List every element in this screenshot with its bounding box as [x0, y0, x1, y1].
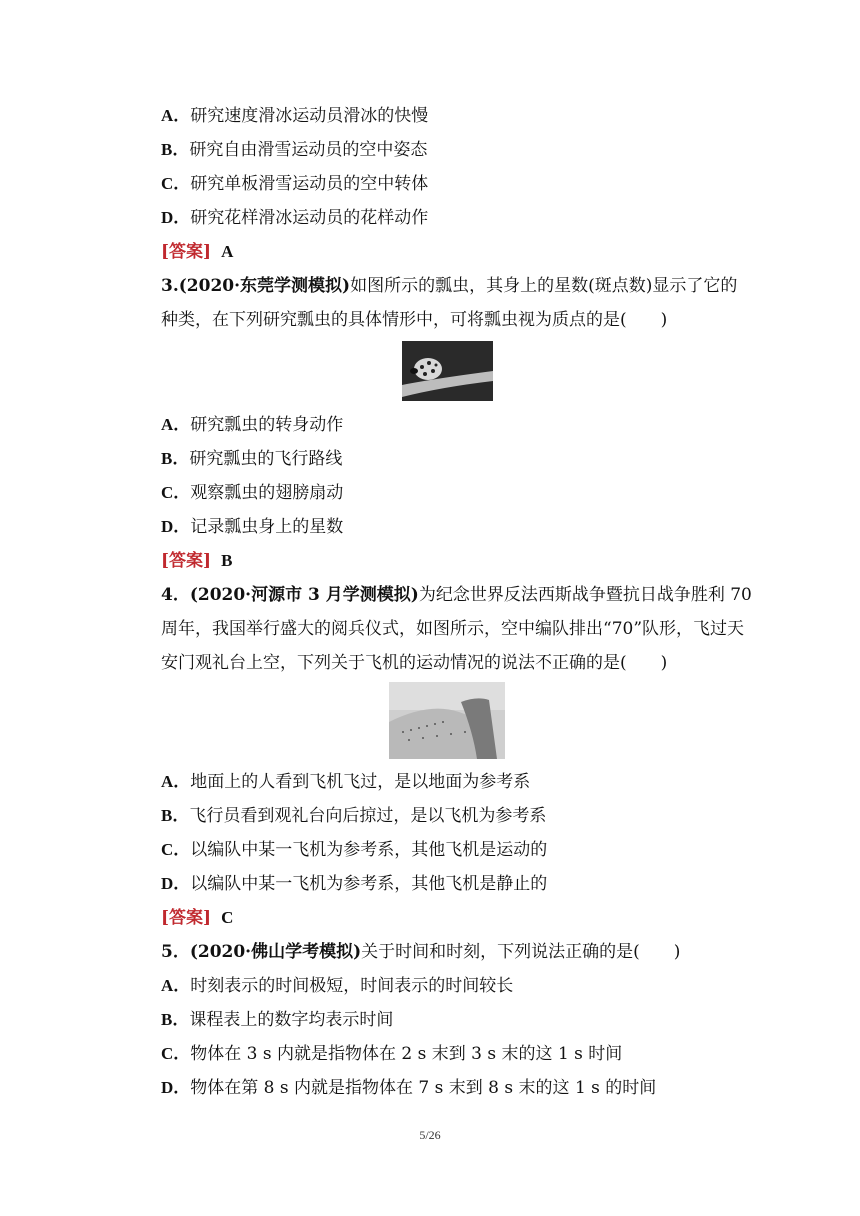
q3-option-d [161, 516, 343, 538]
option-text: 研究花样滑冰运动员的花样动作 [190, 208, 429, 228]
option-text: 以编队中某一飞机为参考系，其他飞机是运动的 [190, 840, 548, 860]
q5-option-b [161, 1009, 393, 1031]
q4-stem-line2: 周年，我国举行盛大的阅兵仪式，如图所示，空中编队排出“70”队形，飞过天 [161, 619, 745, 639]
q4-option-d [161, 873, 547, 895]
option-text: 研究自由滑雪运动员的空中姿态 [189, 140, 428, 160]
q2-option-b [161, 139, 427, 161]
option-label: B． [161, 1010, 190, 1029]
q2-option-c [161, 173, 428, 195]
option-label: B． [161, 140, 190, 159]
q4-option-b [161, 805, 546, 827]
q3-stem-text: 如图所示的瓢虫，其身上的星数(斑点数)显示了它的 [350, 276, 738, 296]
q5-source: 5．(2020·佛山学考模拟) [161, 942, 362, 962]
answer-value: C [221, 908, 234, 927]
option-text: 观察瓢虫的翅膀扇动 [190, 483, 344, 503]
q3-answer [161, 550, 232, 572]
page-number: 5/26 [419, 1128, 441, 1142]
q5-stem-text: 关于时间和时刻，下列说法正确的是( ) [361, 942, 681, 962]
option-label: C． [161, 483, 191, 502]
q4-option-a [161, 771, 530, 793]
q5-stem-line1 [161, 941, 680, 963]
parade-figure [389, 682, 505, 759]
option-text: 时刻表示的时间极短，时间表示的时间较长 [190, 976, 514, 996]
option-label: A． [161, 976, 191, 995]
answer-tag: [答案] [161, 551, 212, 571]
option-text: 飞行员看到观礼台向后掠过，是以飞机为参考系 [189, 806, 547, 826]
option-text: 研究瓢虫的飞行路线 [189, 449, 343, 469]
q5-option-a [161, 975, 513, 997]
option-label: C． [161, 1044, 191, 1063]
option-text: 物体在第 8 s 内就是指物体在 7 s 末到 8 s 末的这 1 s 的时间 [190, 1078, 657, 1098]
option-label: A． [161, 772, 191, 791]
option-label: B． [161, 806, 190, 825]
q3-option-a [161, 414, 343, 436]
q3-option-c [161, 482, 343, 504]
q4-answer [161, 907, 233, 929]
option-text: 研究单板滑雪运动员的空中转体 [190, 174, 429, 194]
answer-value: B [221, 551, 233, 570]
option-text: 课程表上的数字均表示时间 [189, 1010, 394, 1030]
option-label: D． [161, 517, 191, 536]
option-label: D． [161, 1078, 191, 1097]
q4-source: 4．(2020·河源市 3 月学测模拟) [161, 585, 419, 605]
q3-option-b [161, 448, 342, 470]
q2-answer [161, 241, 233, 263]
q4-stem-line3: 安门观礼台上空，下列关于飞机的运动情况的说法不正确的是( ) [161, 653, 668, 673]
option-label: D． [161, 874, 191, 893]
option-text: 研究瓢虫的转身动作 [190, 415, 344, 435]
q4-stem-text: 为纪念世界反法西斯战争暨抗日战争胜利 70 [418, 585, 752, 605]
option-label: A． [161, 415, 191, 434]
answer-value: A [221, 242, 234, 261]
option-label: C． [161, 174, 191, 193]
q4-stem-line1 [161, 584, 752, 606]
option-text: 地面上的人看到飞机飞过，是以地面为参考系 [190, 772, 531, 792]
q4-option-c [161, 839, 547, 861]
option-label: D． [161, 208, 191, 227]
q2-option-a [161, 105, 428, 127]
q3-stem-line1 [161, 275, 737, 297]
option-text: 研究速度滑冰运动员滑冰的快慢 [190, 106, 429, 126]
answer-tag: [答案] [161, 908, 212, 928]
ladybug-figure [402, 341, 493, 401]
q5-option-d [161, 1077, 656, 1099]
q3-stem-line2: 种类，在下列研究瓢虫的具体情形中，可将瓢虫视为质点的是( ) [161, 310, 668, 330]
option-text: 以编队中某一飞机为参考系，其他飞机是静止的 [190, 874, 548, 894]
option-text: 记录瓢虫身上的星数 [190, 517, 344, 537]
q3-source: 3.(2020·东莞学测模拟) [161, 276, 351, 296]
option-text: 物体在 3 s 内就是指物体在 2 s 末到 3 s 末的这 1 s 时间 [190, 1044, 623, 1064]
option-label: A． [161, 106, 191, 125]
option-label: B． [161, 449, 190, 468]
answer-tag: [答案] [161, 242, 212, 262]
option-label: C． [161, 840, 191, 859]
q2-option-d [161, 207, 428, 229]
q5-option-c [161, 1043, 622, 1065]
